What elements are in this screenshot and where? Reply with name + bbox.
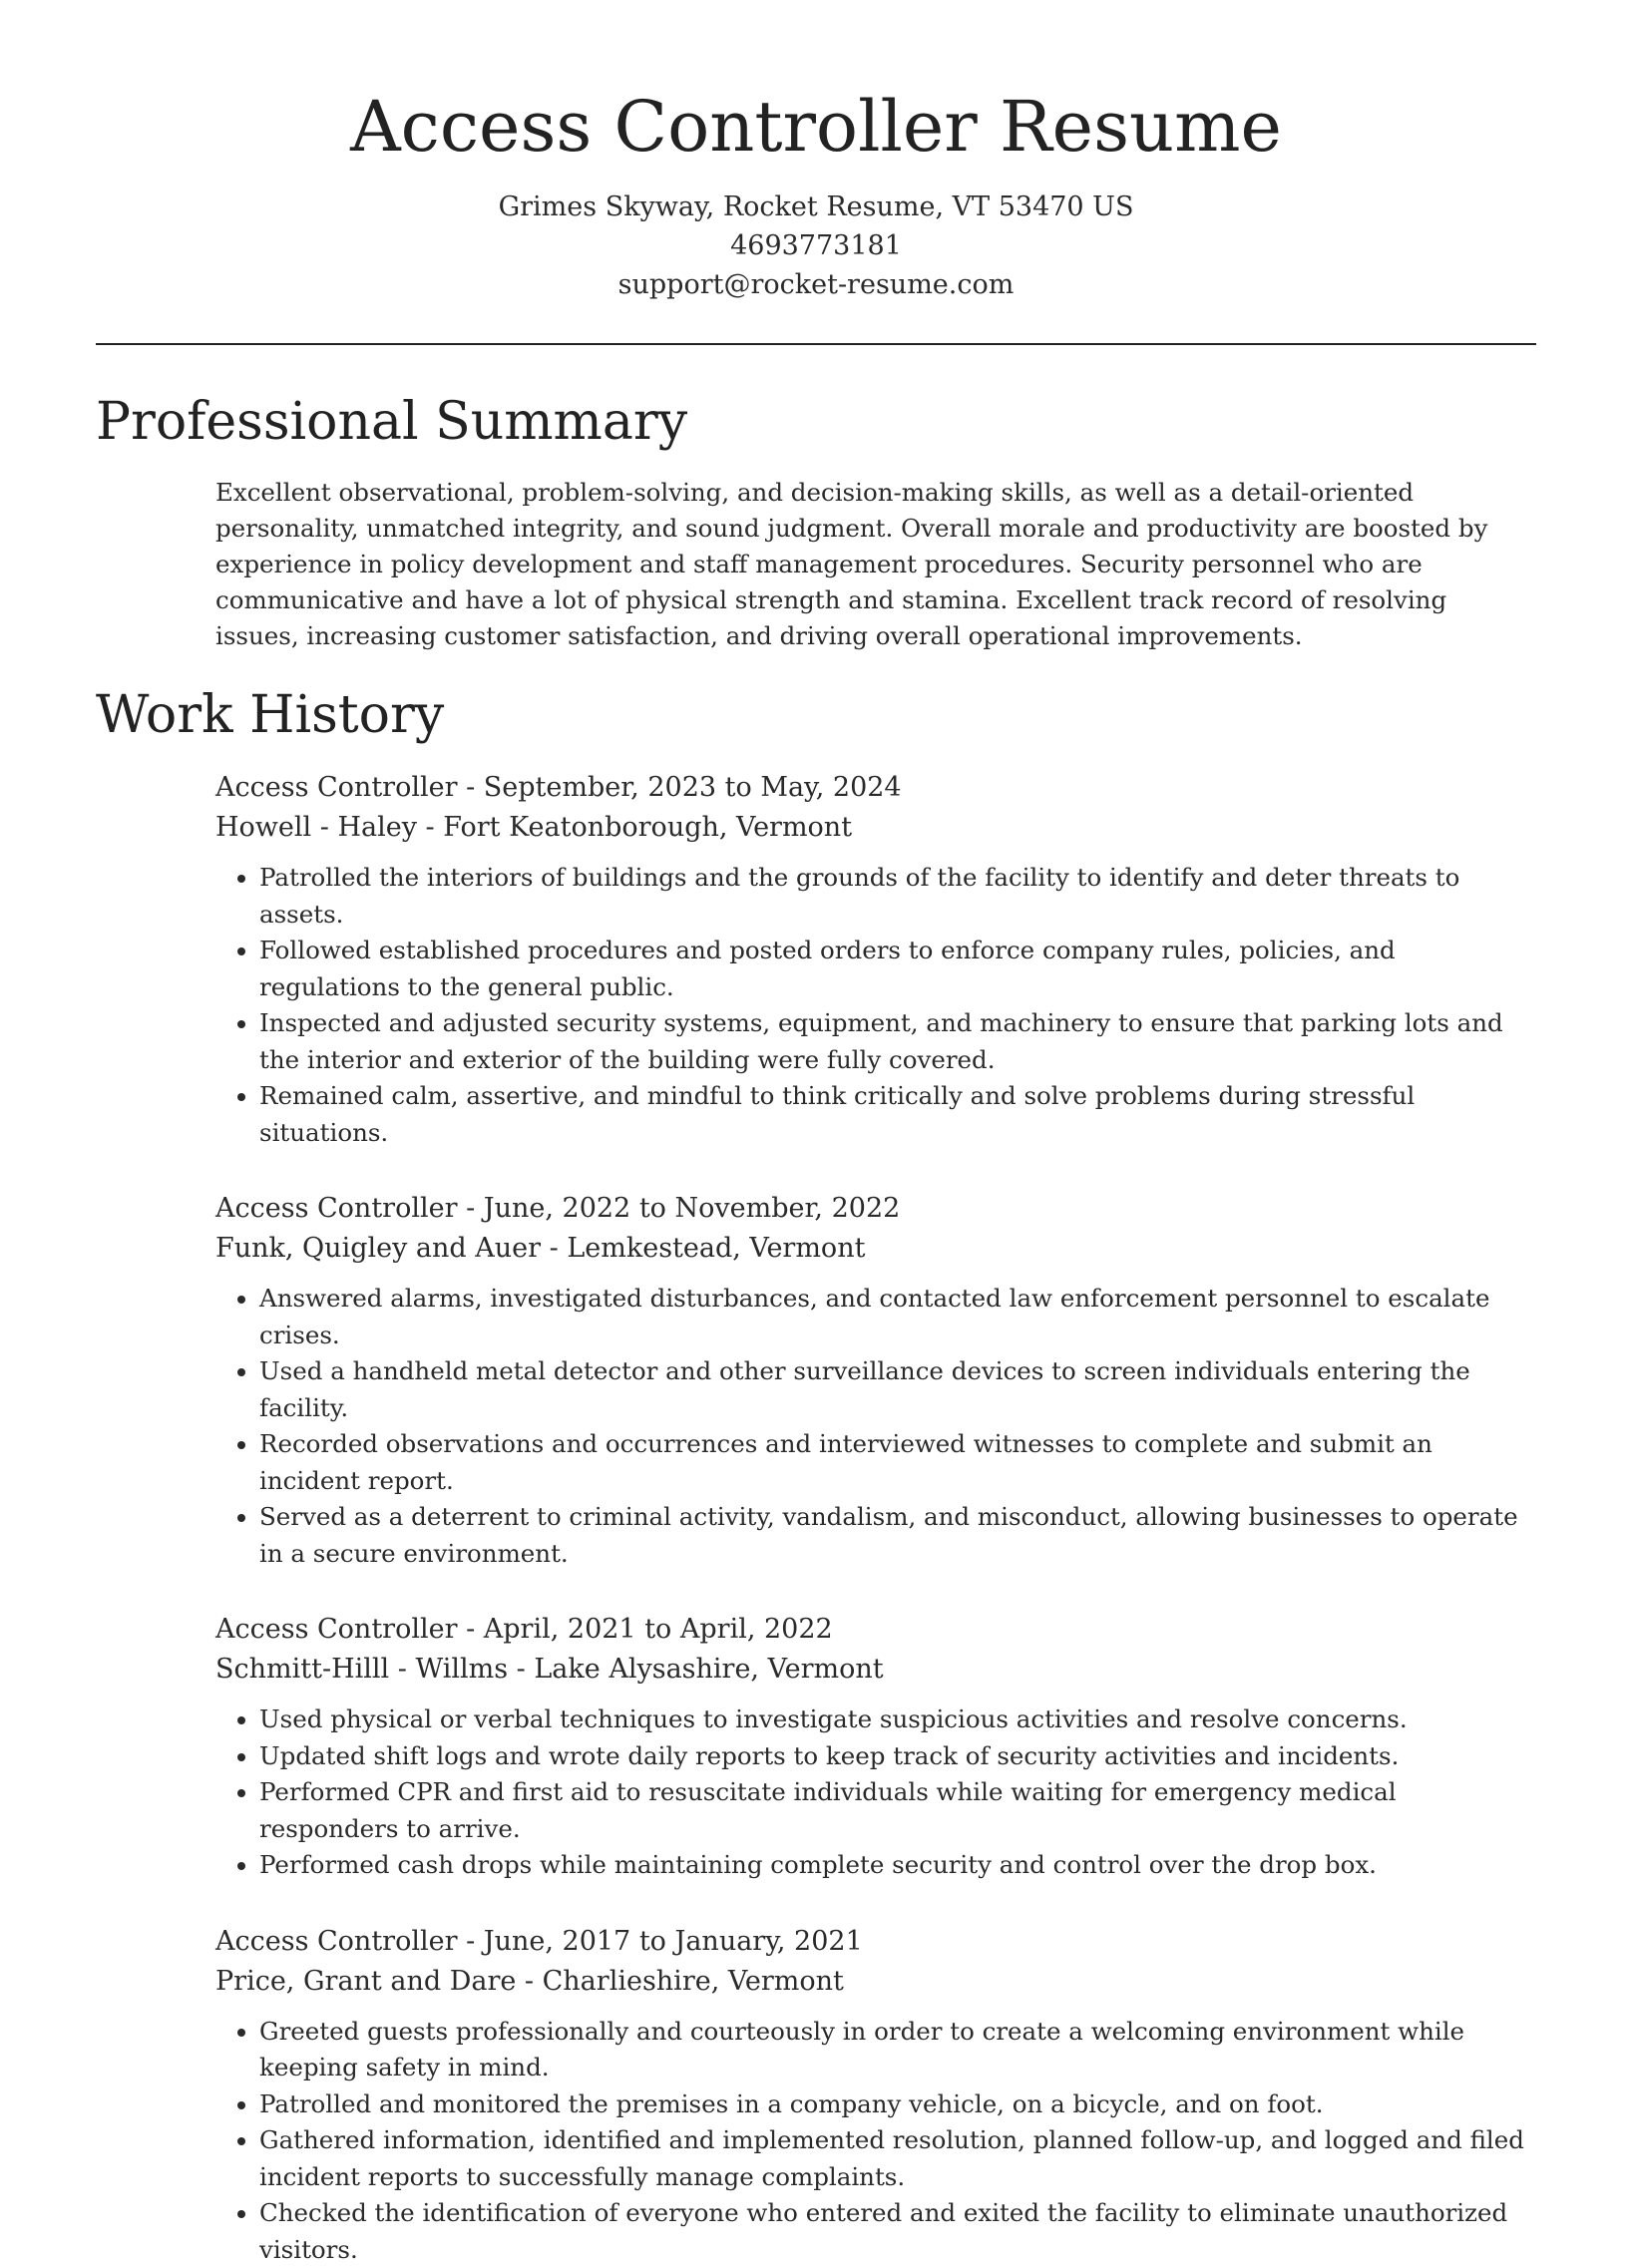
job-title: Access Controller - June, 2017 to January, 2021 xyxy=(215,1922,1536,1962)
job-duty: • Remained calm, assertive, and mindful to think critically and solve problems during stressful situations. xyxy=(259,1078,1536,1151)
job-title: Access Controller - April, 2021 to April, 2022 xyxy=(215,1610,1536,1650)
header-divider xyxy=(96,343,1536,345)
job-duty: • Greeted guests professionally and courteously in order to create a welcoming environment while keeping safety in mind. xyxy=(259,2014,1536,2086)
resume-page xyxy=(96,0,1536,2268)
job-duty: • Updated shift logs and wrote daily reports to keep track of security activities and incidents. xyxy=(259,1738,1536,1775)
job-duty: • Performed CPR and first aid to resuscitate individuals while waiting for emergency medical responders to arrive. xyxy=(259,1774,1536,1847)
job-duties-list xyxy=(215,2014,1536,2268)
job-title: Access Controller - June, 2022 to November, 2022 xyxy=(215,1189,1536,1229)
job-company: Funk, Quigley and Auer - Lemkestead, Vermont xyxy=(215,1229,1536,1269)
job-company: Schmitt-Hilll - Willms - Lake Alysashire, Vermont xyxy=(215,1650,1536,1690)
job-entry-1 xyxy=(215,768,1536,1151)
job-title: Access Controller - September, 2023 to May, 2024 xyxy=(215,768,1536,808)
summary-text: Excellent observational, problem-solving, and decision-making skills, as well as a detail-oriented personality, unmatched integrity, and sound judgment. Overall morale and productivity are boosted by experience in policy development and staff management procedures. Security personnel who are communicative and have a lot of physical strength and stamina. Excellent track record of resolving issues, increasing customer satisfaction, and driving overall operational improvements. xyxy=(215,475,1536,654)
work-history-heading: Work History xyxy=(96,682,1536,748)
contact-phone: 4693773181 xyxy=(96,226,1536,265)
job-duty: • Used physical or verbal techniques to investigate suspicious activities and resolve concerns. xyxy=(259,1701,1536,1738)
job-duty: • Followed established procedures and posted orders to enforce company rules, policies, and regulations to the general public. xyxy=(259,933,1536,1005)
job-duty: • Performed cash drops while maintaining complete security and control over the drop box. xyxy=(259,1847,1536,1884)
job-duty: • Patrolled and monitored the premises in a company vehicle, on a bicycle, and on foot. xyxy=(259,2086,1536,2123)
resume-title: Access Controller Resume xyxy=(96,84,1536,170)
job-duties-list xyxy=(215,1701,1536,1884)
job-duty: • Served as a deterrent to criminal activity, vandalism, and misconduct, allowing businesses to operate in a secure environment. xyxy=(259,1499,1536,1572)
job-duty: • Inspected and adjusted security systems, equipment, and machinery to ensure that parking lots and the interior and exterior of the building were fully covered. xyxy=(259,1005,1536,1078)
job-duty: • Gathered information, identified and implemented resolution, planned follow-up, and logged and filed incident reports to successfully manage complaints. xyxy=(259,2122,1536,2195)
contact-address: Grimes Skyway, Rocket Resume, VT 53470 US xyxy=(96,188,1536,226)
job-duty: • Used a handheld metal detector and other surveillance devices to screen individuals entering the facility. xyxy=(259,1353,1536,1426)
summary-heading: Professional Summary xyxy=(96,389,1536,455)
job-company: Howell - Haley - Fort Keatonborough, Vermont xyxy=(215,808,1536,848)
job-entry-4 xyxy=(215,1922,1536,2268)
job-duty: • Patrolled the interiors of buildings and the grounds of the facility to identify and deter threats to assets. xyxy=(259,860,1536,933)
job-duty: • Recorded observations and occurrences and interviewed witnesses to complete and submit an incident report. xyxy=(259,1426,1536,1499)
job-duty: • Checked the identification of everyone who entered and exited the facility to eliminate unauthorized visitors. xyxy=(259,2195,1536,2268)
resume-header xyxy=(96,0,1536,304)
contact-email: support@rocket-resume.com xyxy=(96,265,1536,304)
job-duties-list xyxy=(215,860,1536,1151)
job-entry-3 xyxy=(215,1610,1536,1884)
job-duties-list xyxy=(215,1281,1536,1572)
job-entry-2 xyxy=(215,1189,1536,1572)
job-company: Price, Grant and Dare - Charlieshire, Vermont xyxy=(215,1962,1536,2002)
job-duty: • Answered alarms, investigated disturbances, and contacted law enforcement personnel to escalate crises. xyxy=(259,1281,1536,1353)
